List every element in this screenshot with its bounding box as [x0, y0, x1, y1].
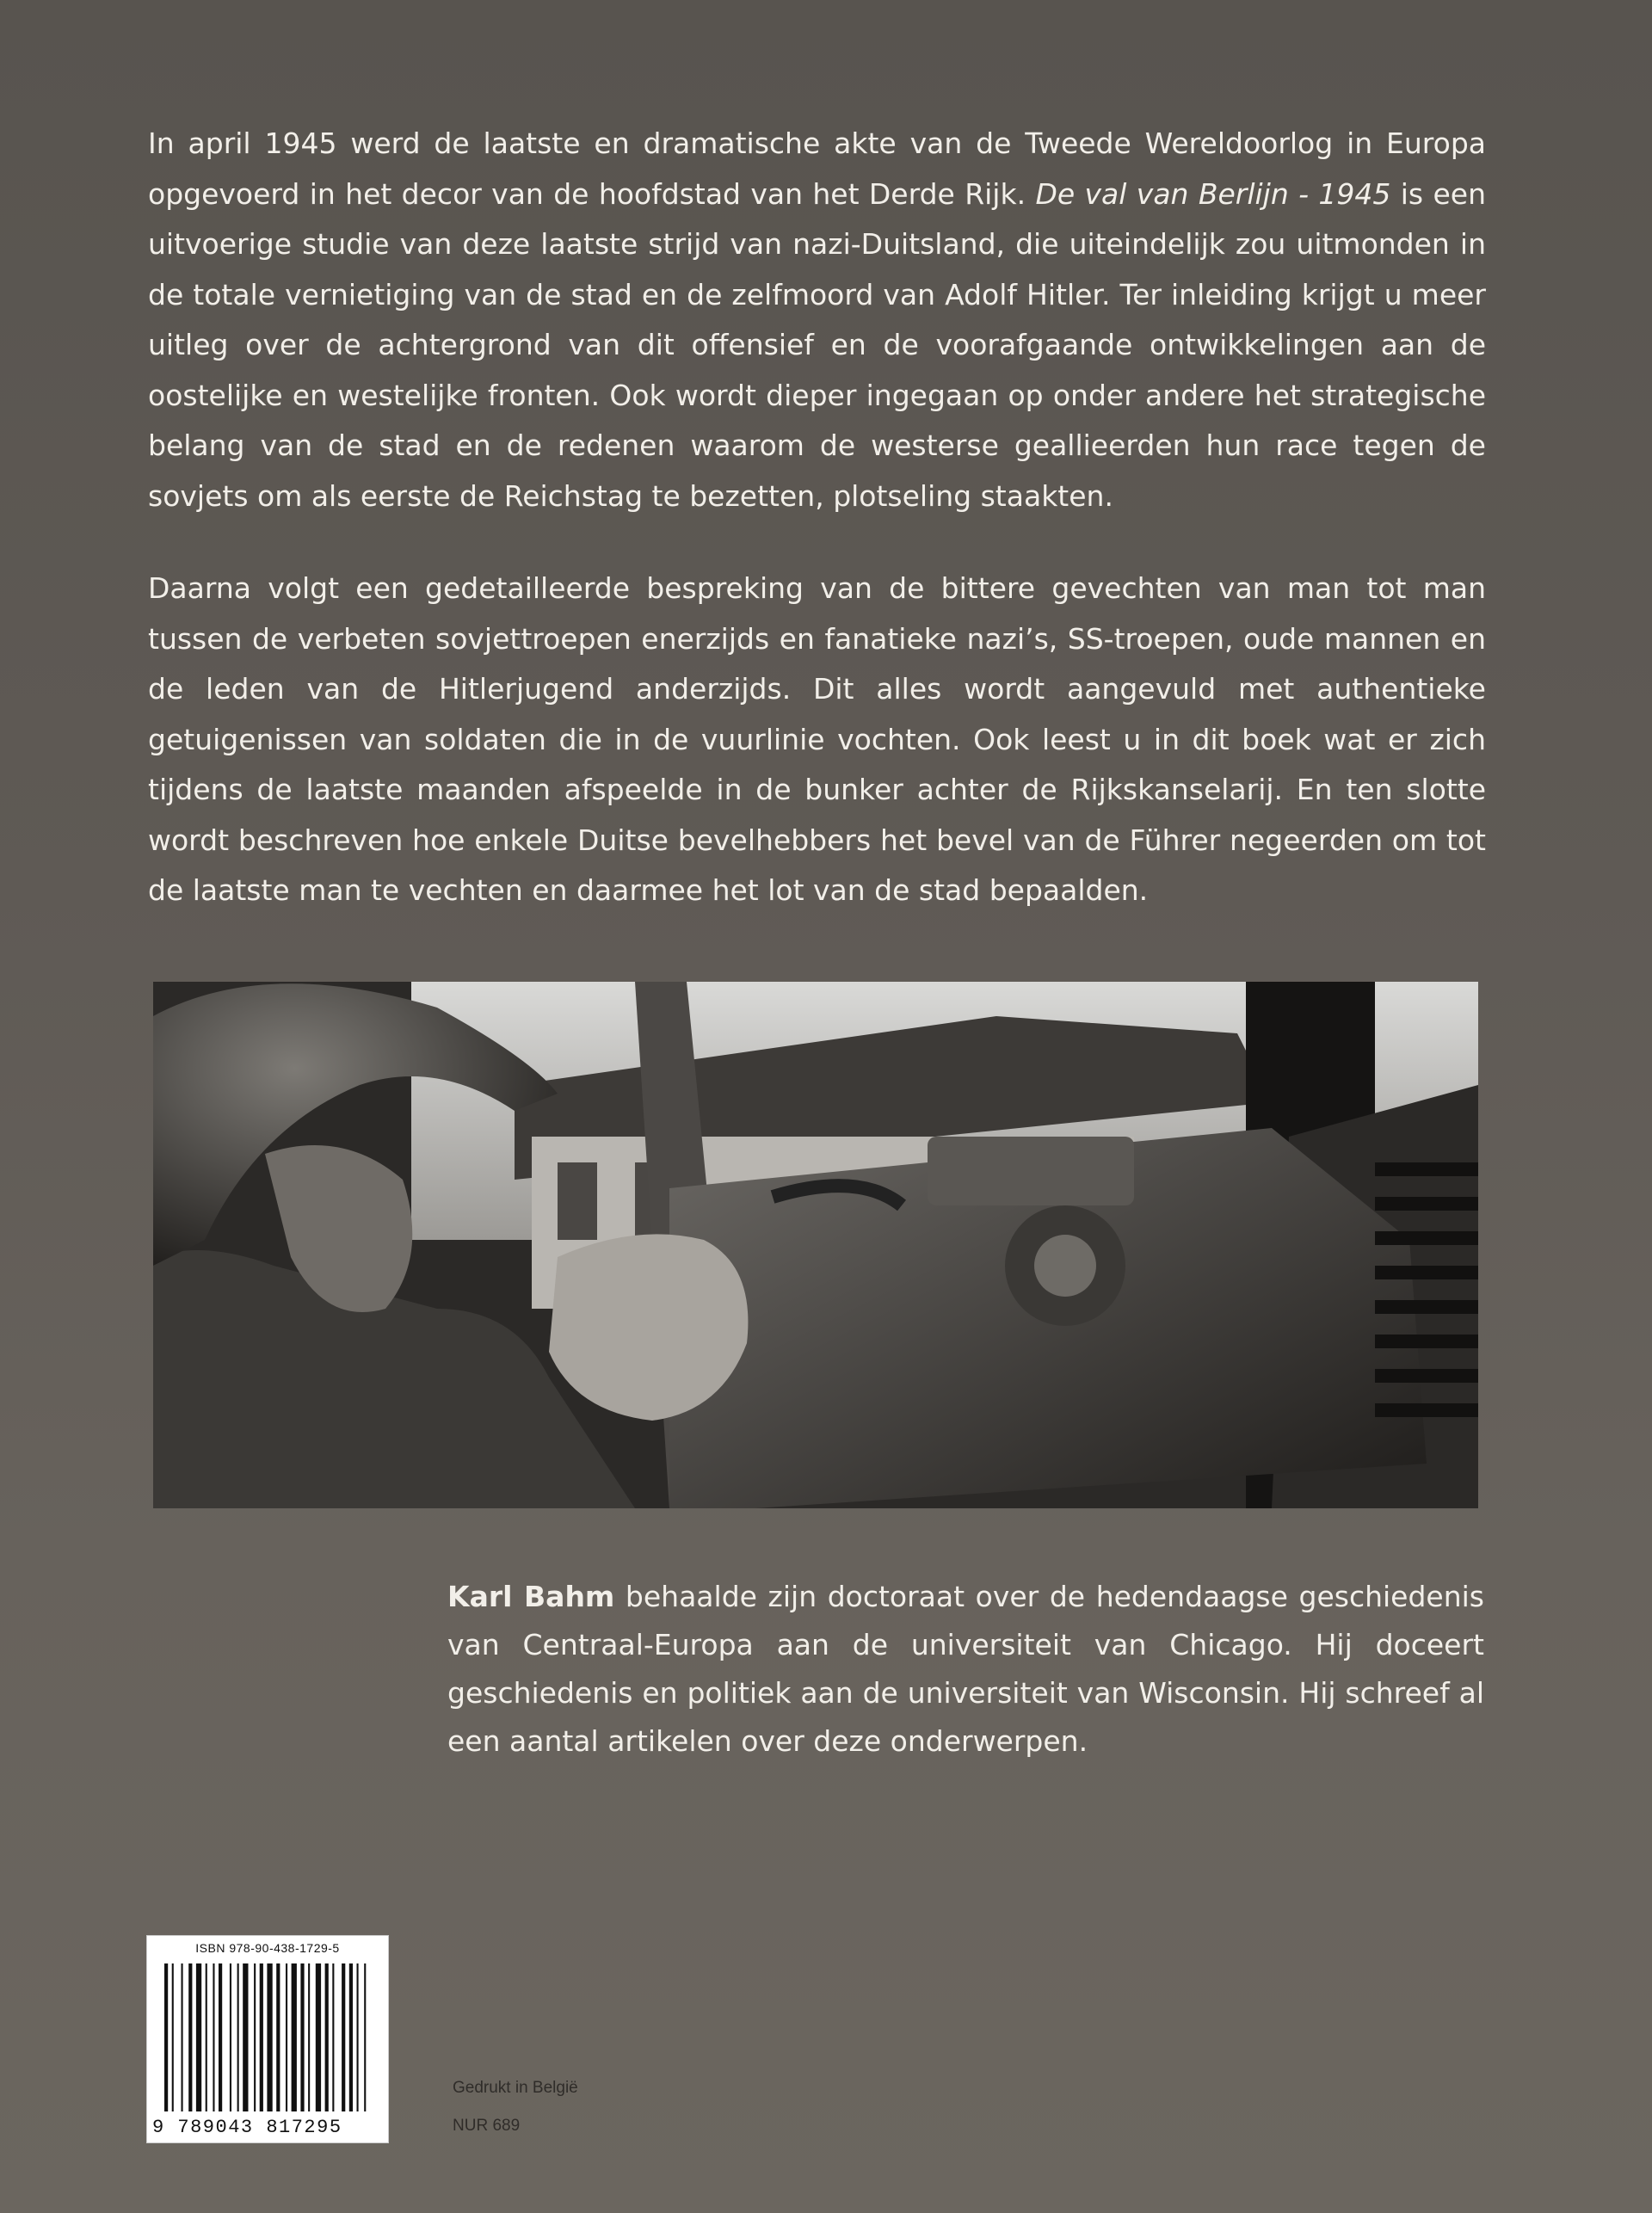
barcode-bar — [267, 1963, 272, 2111]
barcode-bar — [254, 1963, 256, 2111]
barcode-bar — [325, 1963, 329, 2111]
barcode-bar — [230, 1963, 231, 2111]
nur-code: NUR 689 — [453, 2117, 521, 2135]
soldier-machine-gun-photo — [153, 982, 1478, 1508]
book-title: De val van Berlijn - 1945 — [1035, 176, 1391, 211]
intro-text-start: In april 1945 werd de laatste en dramatische akte van de Tweede Wereldoorlog in Europa opgevoerd in het decor van de hoofdstad van het Derde Rijk. — [148, 126, 1486, 211]
barcode-bar — [164, 1963, 168, 2111]
barcode-bar — [243, 1963, 248, 2111]
second-paragraph: Daarna volgt een gedetailleerde bespreking van de bittere gevechten van man tot man tussen de verbeten sovjettroepen enerzijds en fanatieke nazi’s, SS-troepen, oude mannen en de leden van de Hitlerjugend anderzijds. Dit alles wordt aangevuld met authentieke getuigenissen van soldaten die in de vuurlinie vochten. Ook leest u in dit boek wat er zich tijdens de laatste maanden afspeelde in de bunker achter de Rijkskanselarij. En ten slotte wordt beschreven hoe enkele Duitse bevelhebbers het bevel van de Führer negeerden om tot de laatste man te vechten en daarmee het lot van de stad bepaalden. — [148, 571, 1486, 907]
author-name: Karl Bahm — [447, 1580, 615, 1613]
printed-in-text: Gedrukt in België — [453, 2079, 578, 2097]
barcode-bar — [286, 1963, 287, 2111]
isbn-label: ISBN 978-90-438-1729-5 — [195, 1941, 340, 1955]
author-bio — [447, 1573, 1484, 1766]
author-bio-text: behaalde zijn doctoraat over de hedendaagse geschiedenis van Centraal-Europa aan de universiteit van Chicago. Hij doceert geschiedenis en politiek aan de universiteit van Wisconsin. Hij schreef al een aantal artikelen over deze onderwerpen. — [447, 1580, 1484, 1758]
isbn-barcode — [146, 1935, 389, 2143]
barcode-bar — [342, 1963, 345, 2111]
photo-illustration — [153, 982, 1478, 1508]
barcode-bar — [237, 1963, 239, 2111]
print-info — [453, 2069, 578, 2145]
barcode-bar — [206, 1963, 207, 2111]
barcode-bar — [213, 1963, 214, 2111]
barcode-bar — [196, 1963, 201, 2111]
barcode-bar — [260, 1963, 263, 2111]
barcode-bar — [357, 1963, 359, 2111]
barcode-bar — [316, 1963, 321, 2111]
barcode-bar — [172, 1963, 174, 2111]
barcode-bar — [182, 1963, 183, 2111]
barcode-bar — [292, 1963, 297, 2111]
barcode-bars — [164, 1963, 371, 2111]
intro-text-end: is een uitvoerige studie van deze laatste strijd van nazi-Duitsland, die uiteindelijk zou uitmonden in de totale vernietiging van de stad en de zelfmoord van Adolf Hitler. Ter inleiding krijgt u meer uitleg over de achtergrond van dit offensief en de voorafgaande ontwikkelingen aan de oostelijke en westelijke fronten. Ook wordt dieper ingegaan op onder andere het strategische belang van de stad en de redenen waarom de westerse geallieerden hun race tegen de sovjets om als eerste de Reichstag te bezetten, plotseling staakten. — [148, 176, 1486, 513]
barcode-bar — [308, 1963, 310, 2111]
barcode-bar — [219, 1963, 222, 2111]
barcode-bar — [364, 1963, 366, 2111]
barcode-bar — [332, 1963, 334, 2111]
barcode-digits: 9 789043 817295 — [152, 2117, 342, 2138]
barcode-bar — [276, 1963, 280, 2111]
intro-paragraph — [148, 119, 1486, 521]
barcode-bar — [188, 1963, 192, 2111]
barcode-bar — [349, 1963, 353, 2111]
barcode-bar — [300, 1963, 304, 2111]
